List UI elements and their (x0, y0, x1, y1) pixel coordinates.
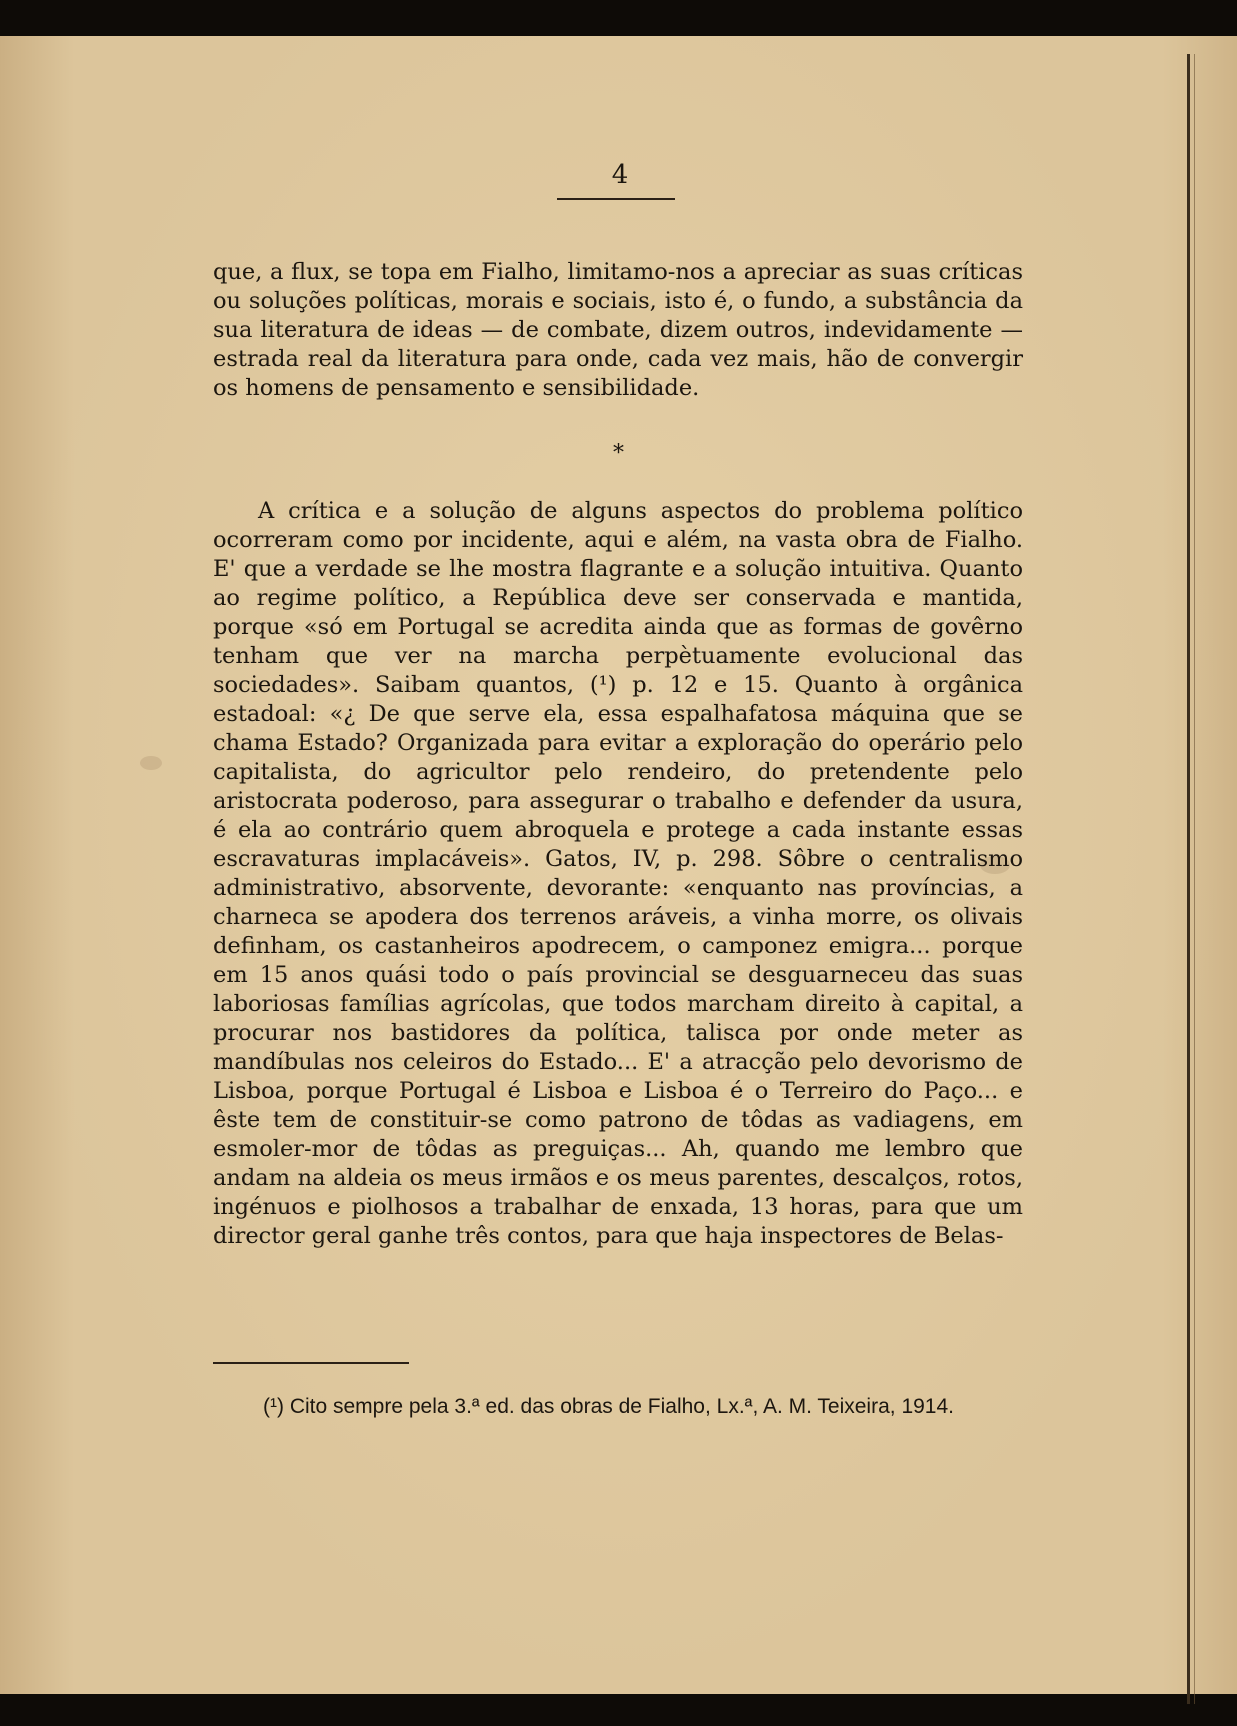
section-separator: * (613, 441, 624, 466)
body-paragraph-1: que, a flux, se topa em Fialho, limitamo-nos a apreciar as suas críticas ou soluções políticas, morais e sociais, isto é, o fundo, a substância da sua literatura de ideas — de combate, dizem outros, indevidamente — estrada real da literatura para onde, cada vez mais, hão de convergir os homens de pensamento e sensibilidade. (213, 259, 1023, 401)
footnote-rule (213, 1362, 409, 1364)
body-paragraph-2: A crítica e a solução de alguns aspectos do problema político ocorreram como por incidente, aqui e além, na vasta obra de Fialho. E' que a verdade se lhe mostra flagrante e a solução intuitiva. Quanto ao regime político, a República deve ser conservada e mantida, porque «só em Portugal se acredita ainda que as formas de govêrno tenham que ver na marcha perpètuamente evolucional das sociedades». Saibam quantos, (¹) p. 12 e 15. Quanto à orgânica estadoal: «¿ De que serve ela, essa espalhafatosa máquina que se chama Estado? Organizada para evitar a exploração do operário pelo capitalista, do agricultor pelo rendeiro, do pretendente pelo aristocrata poderoso, para assegurar o trabalho e defender da usura, é ela ao contrário quem abroquela e protege a cada instante essas escravaturas implacáveis». Gatos, IV, p. 298. Sôbre o centralismo administrativo, absorvente, devorante: «enquanto nas províncias, a charneca se apodera dos terrenos aráveis, a vinha morre, os olivais definham, os castanheiros apodrecem, o camponez emigra... porque em 15 anos quási todo o país provincial se desguarneceu das suas laboriosas famílias agrícolas, que todos marcham direito à capital, a procurar nos bastidores da política, talisca por onde meter as mandíbulas nos celeiros do Estado... E' a atracção pelo devorismo de Lisboa, porque Portugal é Lisboa e Lisboa é o Terreiro do Paço... e êste tem de constituir-se como patrono de tôdas as vadiagens, em esmoler-mor de tôdas as preguiças... Ah, quando me lembro que andam na aldeia os meus irmãos e os meus parentes, descalços, rotos, ingénuos e piolhosos a trabalhar de enxada, 13 horas, para que um director geral ganhe três contos, para que haja inspectores de Belas- (213, 498, 1023, 1249)
stain (140, 756, 162, 770)
page-edge-line (1187, 54, 1190, 1704)
page-number: 4 (611, 160, 629, 190)
page-number-rule (557, 198, 675, 200)
page-edge-shadow (1194, 54, 1195, 1704)
footnote: (¹) Cito sempre pela 3.ª ed. das obras de Fialho, Lx.ª, A. M. Teixeira, 1914. (263, 1395, 954, 1418)
